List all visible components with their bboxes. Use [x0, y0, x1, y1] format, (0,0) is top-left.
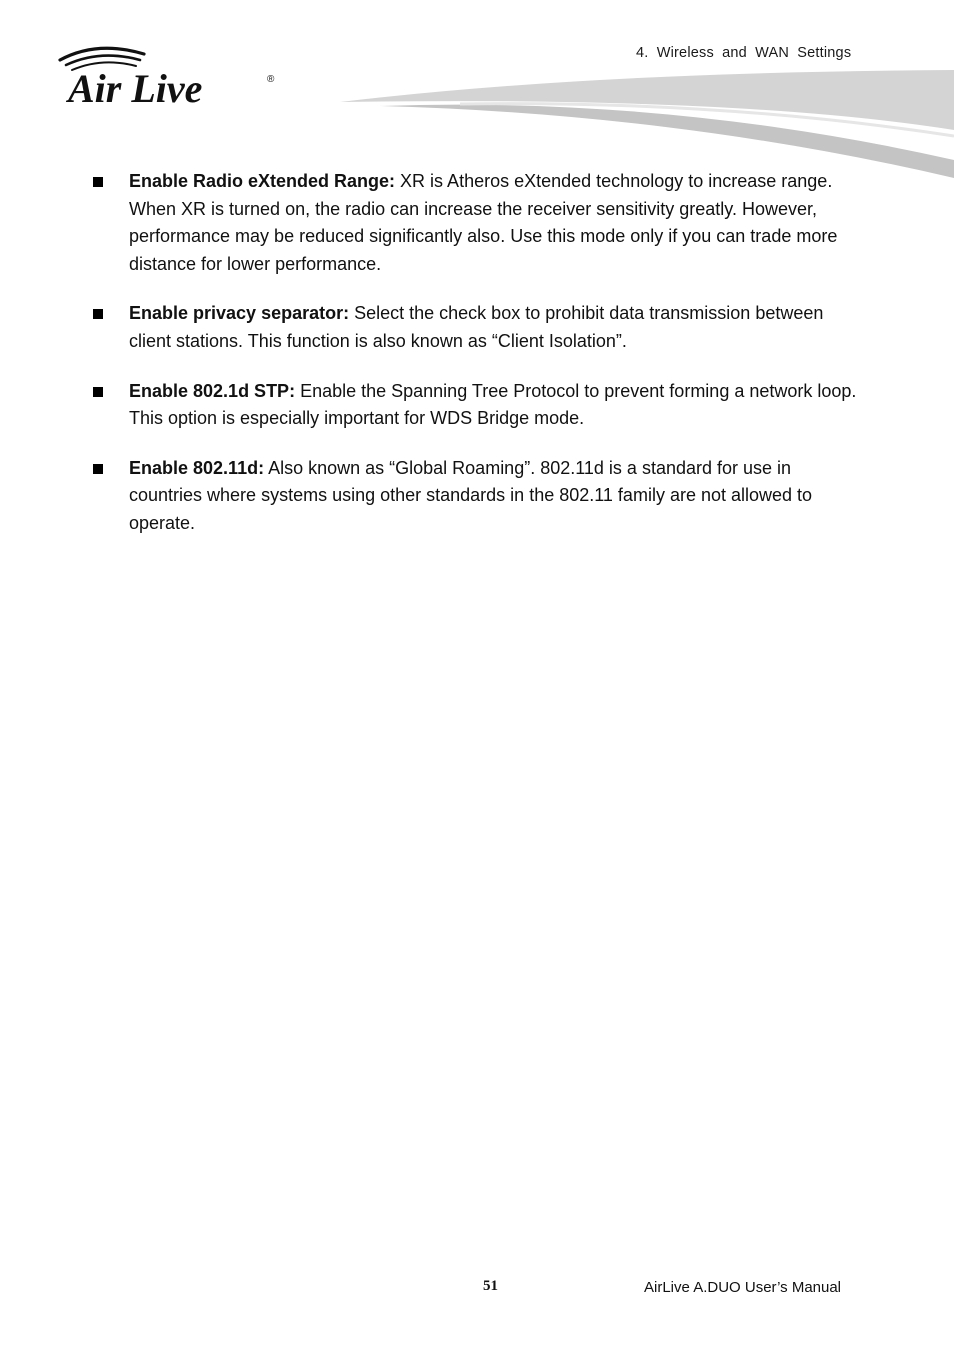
bullet-square-icon [93, 387, 103, 397]
bullet-item-80211d [89, 455, 869, 538]
bullet-text: Also known as “Global Roaming”. 802.11d is a standard for use in countries where systems using other standards in the 802.11 family are not allowed to operate. [129, 457, 813, 533]
airlive-logo [52, 40, 292, 112]
bullet-item-stp [89, 378, 869, 433]
bullet-text: Enable the Spanning Tree Protocol to prevent forming a network loop. This option is especially important for WDS Bridge mode. [129, 380, 857, 429]
bullet-term: Enable Radio eXtended Range: [129, 171, 396, 191]
manual-title: AirLive A.DUO User’s Manual [644, 1279, 842, 1296]
bullet-square-icon [93, 309, 103, 319]
logo-wordmark: Air Live [68, 66, 203, 111]
bullet-term: Enable 802.1d STP: [129, 380, 296, 401]
page-number: 51 [483, 1278, 498, 1294]
bullet-term: Enable 802.11d: [129, 457, 265, 478]
bullet-list [89, 168, 869, 560]
bullet-square-icon [93, 464, 103, 474]
chapter-title: 4. Wireless and WAN Settings [636, 45, 852, 61]
registered-mark: ® [267, 74, 275, 85]
bullet-item-xr [89, 168, 869, 278]
bullet-text: XR is Atheros eXtended technology to increase range. When XR is turned on, the radio can increase the receiver sensitivity greatly. However, performance may be reduced significantly also. Use this mode only if you can trade more distance for lower performance. [129, 171, 838, 274]
bullet-item-privacy [89, 300, 869, 355]
bullet-text: Select the check box to prohibit data transmission between client stations. This function is also known as “Client Isolation”. [129, 303, 824, 351]
bullet-square-icon [93, 177, 103, 187]
bullet-term: Enable privacy separator: [129, 303, 350, 324]
